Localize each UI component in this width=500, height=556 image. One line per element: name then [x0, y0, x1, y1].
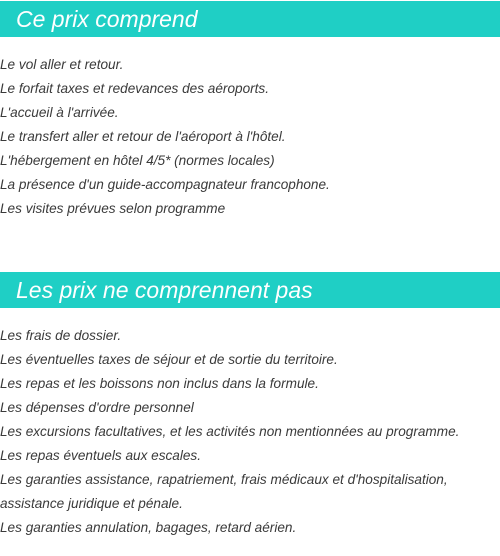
excluded-item: Les garanties annulation, bagages, retard aérien.	[0, 520, 297, 535]
included-items-list	[0, 53, 500, 221]
included-item: Le vol aller et retour.	[0, 57, 124, 72]
excluded-item: Les frais de dossier.	[0, 328, 122, 343]
excluded-item: Les dépenses d'ordre personnel	[0, 400, 194, 415]
included-item: L'accueil à l'arrivée.	[0, 105, 119, 120]
excluded-item: assistance juridique et pénale.	[0, 496, 183, 511]
included-section-title: Ce prix comprend	[0, 1, 500, 37]
excluded-item: Les garanties assistance, rapatriement, frais médicaux et d'hospitalisation,	[0, 472, 448, 487]
included-item: Le transfert aller et retour de l'aéroport à l'hôtel.	[0, 129, 286, 144]
excluded-item: Les repas et les boissons non inclus dans la formule.	[0, 376, 319, 391]
excluded-item: Les excursions facultatives, et les activités non mentionnées au programme.	[0, 424, 460, 439]
included-item: La présence d'un guide-accompagnateur francophone.	[0, 177, 330, 192]
excluded-item: Les repas éventuels aux escales.	[0, 448, 202, 463]
included-item: Les visites prévues selon programme	[0, 201, 226, 216]
included-item: L'hébergement en hôtel 4/5* (normes locales)	[0, 153, 275, 168]
included-item: Le forfait taxes et redevances des aéroports.	[0, 81, 270, 96]
excluded-section-title: Les prix ne comprennent pas	[0, 272, 500, 308]
excluded-item: Les éventuelles taxes de séjour et de sortie du territoire.	[0, 352, 338, 367]
excluded-items-list	[0, 324, 500, 540]
